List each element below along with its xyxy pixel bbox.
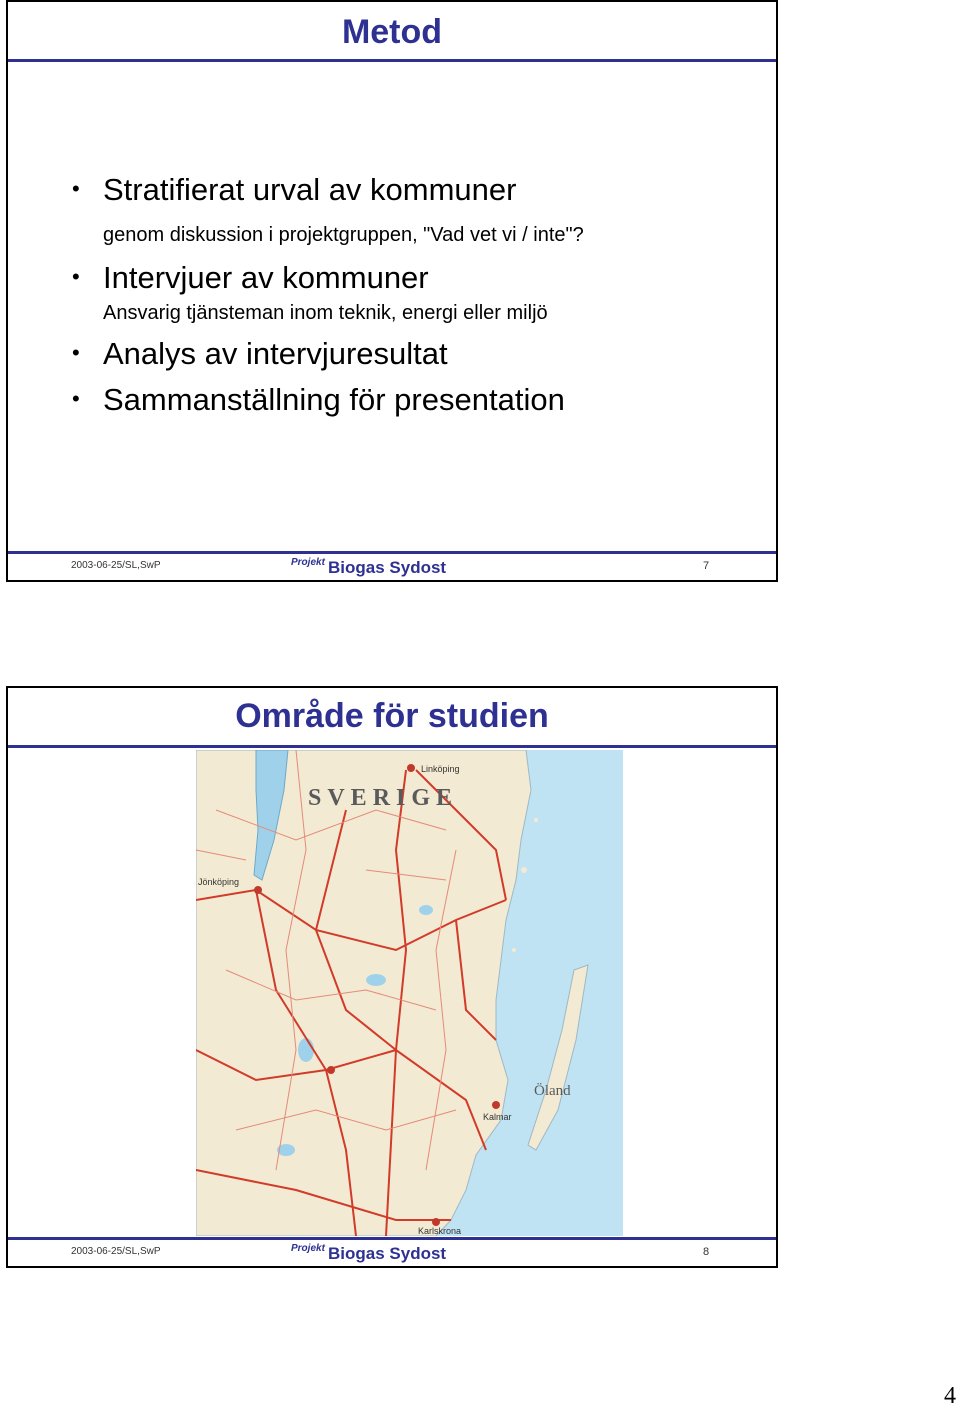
slide-omrade <box>6 686 778 1268</box>
footer-project-name: Biogas Sydost <box>328 558 447 577</box>
bullet-dot: • <box>72 386 80 411</box>
map-city-label: Kalmar <box>483 1112 512 1122</box>
bullet-text: Stratifierat urval av kommuner <box>103 172 517 207</box>
slide-footer <box>8 551 776 580</box>
page-number: 4 <box>944 1383 956 1409</box>
footer-date: 2003-06-25/SL,SwP <box>71 1246 161 1257</box>
map-city-label: Linköping <box>421 764 460 774</box>
slide-metod <box>6 0 778 582</box>
slide-title: Metod <box>341 13 443 51</box>
map-island-label: Öland <box>534 1083 571 1099</box>
map-svg <box>196 750 623 1236</box>
bullet-dot: • <box>72 340 80 365</box>
road-map-image <box>196 750 623 1236</box>
footer-date: 2003-06-25/SL,SwP <box>71 560 161 571</box>
map-country-label: SVERIGE <box>308 785 459 811</box>
slide-footer <box>8 1237 776 1266</box>
map-city-label: Karlskrona <box>418 1226 462 1236</box>
footer-project-name: Biogas Sydost <box>328 1244 447 1263</box>
bullet-dot: • <box>72 176 80 201</box>
footer-slide-number: 8 <box>703 1246 710 1258</box>
bullet-text: Sammanställning för presentation <box>103 382 565 417</box>
bullet-subtext: genom diskussion i projektgruppen, "Vad vet vi / inte"? <box>103 224 584 246</box>
bullet-text: Analys av intervjuresultat <box>103 336 448 371</box>
title-bar <box>8 688 776 748</box>
bullet-subtext: Ansvarig tjänsteman inom teknik, energi eller miljö <box>103 302 548 324</box>
bullet-dot: • <box>72 264 80 289</box>
title-bar <box>8 2 776 62</box>
map-city-label: Jönköping <box>198 877 240 887</box>
slide-title: Område för studien <box>235 697 549 735</box>
bullet-text: Intervjuer av kommuner <box>103 260 429 295</box>
footer-projekt-label: Projekt <box>291 557 325 568</box>
footer-slide-number: 7 <box>703 560 710 572</box>
footer-projekt-label: Projekt <box>291 1243 325 1254</box>
